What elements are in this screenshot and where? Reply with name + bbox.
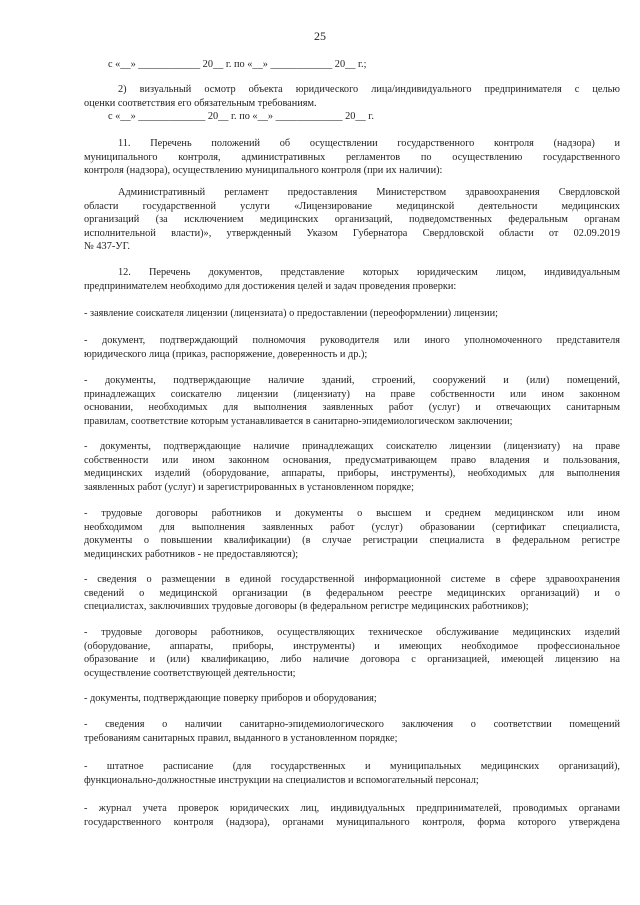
text-line: - документы, подтверждающие наличие принадлежащих соискателю лицензии (лицензиату) на праве <box>84 441 620 452</box>
text-line: сведений о медицинской организации (в федеральном реестре медицинских организаций) и о <box>84 587 620 599</box>
list-item <box>84 718 620 745</box>
text-line: - журнал учета проверок юридических лиц, индивидуальных предпринимателей, проводимых органами <box>84 803 620 814</box>
text-line: 11. Перечень положений об осуществлении государственного контроля (надзора) и <box>118 138 620 149</box>
item-2-visual-inspection <box>84 83 620 110</box>
text-line: Административный регламент предоставления Министерством здравоохранения Свердловской <box>118 187 620 198</box>
section-12-paragraph <box>84 266 620 293</box>
section-11-paragraph <box>84 137 620 178</box>
text-line: осуществление соответствующей деятельности; <box>84 667 296 679</box>
text-line: с «__» _____________ 20__ г. по «__» _____________ 20__ г. <box>108 111 374 122</box>
text-line: образование и (или) квалификацию, либо наличие договора с организацией, имеющей лицензию на <box>84 654 620 666</box>
inspection-period-line <box>84 58 620 72</box>
list-item <box>84 307 620 321</box>
inspection-period-line <box>84 110 620 124</box>
reglament-paragraph <box>84 186 620 254</box>
text-line: документы о повышении квалификации) (в случае регистрации специалиста в федеральном регистре <box>84 535 620 547</box>
text-line: (оборудование, аппараты, приборы, инструменты) и имеющих необходимое профессиональное <box>84 640 620 652</box>
text-line: правилам, соответствие которым устанавливается в санитарно-эпидемиологическом заключении; <box>84 415 513 427</box>
text-line: с «__» ____________ 20__ г. по «__» ____________ 20__ г.; <box>108 59 367 70</box>
text-line: оценки соответствия его обязательным требованиям. <box>84 97 317 109</box>
text-line: - сведения о наличии санитарно-эпидемиологического заключения о соответствии помещений <box>84 719 620 730</box>
list-item <box>84 760 620 787</box>
text-line: муниципального контроля, административных регламентов по осуществлению государственного <box>84 151 620 163</box>
text-line: медицинских изделий (оборудование, аппараты, приборы, инструменты), необходимых для выполнения <box>84 468 620 480</box>
page-number: 25 <box>314 29 326 43</box>
list-item <box>84 334 620 361</box>
text-line: - документ, подтверждающий полномочия руководителя или иного уполномоченного представителя <box>84 335 620 346</box>
text-line: контроля (надзора), осуществлению муниципального контроля (при их наличии): <box>84 165 443 177</box>
text-line: № 437-УГ. <box>84 241 130 253</box>
text-line: заявленных работ (услуг) и зарегистрированных в установленном порядке; <box>84 481 414 493</box>
text-line: исполнительной власти)», утвержденный Указом Губернатора Свердловской области от 02.09.2019 <box>84 227 620 239</box>
text-line: предпринимателем необходимо для достижения целей и задач проведения проверки: <box>84 280 457 292</box>
text-line: - трудовые договоры работников и документы о высшем и среднем медицинском или ином <box>84 508 620 519</box>
text-line: 12. Перечень документов, представление которых юридическим лицом, индивидуальным <box>118 267 620 278</box>
text-line: - сведения о размещении в единой государственной информационной системе в сфере здравоохранения <box>84 574 620 585</box>
list-item <box>84 573 620 614</box>
text-line: организаций (за исключением медицинских организаций, подведомственных федеральным органам <box>84 214 620 226</box>
text-line: требованиям санитарных правил, выданного в установленном порядке; <box>84 732 398 744</box>
text-line: - трудовые договоры работников, осуществляющих техническое обслуживание медицинских изделий <box>84 627 620 638</box>
text-line: основании, необходимых для выполнения заявленных работ (услуг) и отвечающих санитарным <box>84 402 620 414</box>
text-line: области государственной услуги «Лицензирование медицинской деятельности медицинских <box>84 200 620 212</box>
text-line: медицинских работников - не предоставляются); <box>84 548 299 560</box>
text-line: функционально-должностные инструкции на специалистов и вспомогательный персонал; <box>84 774 479 786</box>
list-item <box>84 374 620 428</box>
list-item <box>84 802 620 829</box>
text-line: собственности или ином законном основания, предусматривающем право владения и пользования, <box>84 454 620 466</box>
list-item <box>84 507 620 561</box>
text-line: необходимом для выполнения заявленных работ (услуг) образовании (сертификат специалиста, <box>84 521 620 533</box>
text-line: - штатное расписание (для государственных и муниципальных медицинских организаций), <box>84 761 620 772</box>
text-line: принадлежащих соискателю лицензии (лицензиату) на праве собственности или ином законном <box>84 388 620 400</box>
text-line: - документы, подтверждающие поверку приборов и оборудования; <box>84 693 377 704</box>
text-line: государственного контроля (надзора), органами муниципального контроля, форма которого утверждена <box>84 816 620 828</box>
text-line: юридического лица (приказ, распоряжение, доверенность и др.); <box>84 348 368 360</box>
text-line: специалистах, заключивших трудовые договоры (в федеральном регистре медицинских работников); <box>84 601 529 613</box>
text-line: 2) визуальный осмотр объекта юридического лица/индивидуального предпринимателя с целью <box>118 84 620 95</box>
text-line: - документы, подтверждающие наличие зданий, строений, сооружений и (или) помещений, <box>84 375 620 386</box>
text-line: - заявление соискателя лицензии (лицензиата) о предоставлении (переоформлении) лицензии; <box>84 308 499 319</box>
list-item <box>84 626 620 680</box>
list-item <box>84 440 620 494</box>
list-item <box>84 692 620 706</box>
